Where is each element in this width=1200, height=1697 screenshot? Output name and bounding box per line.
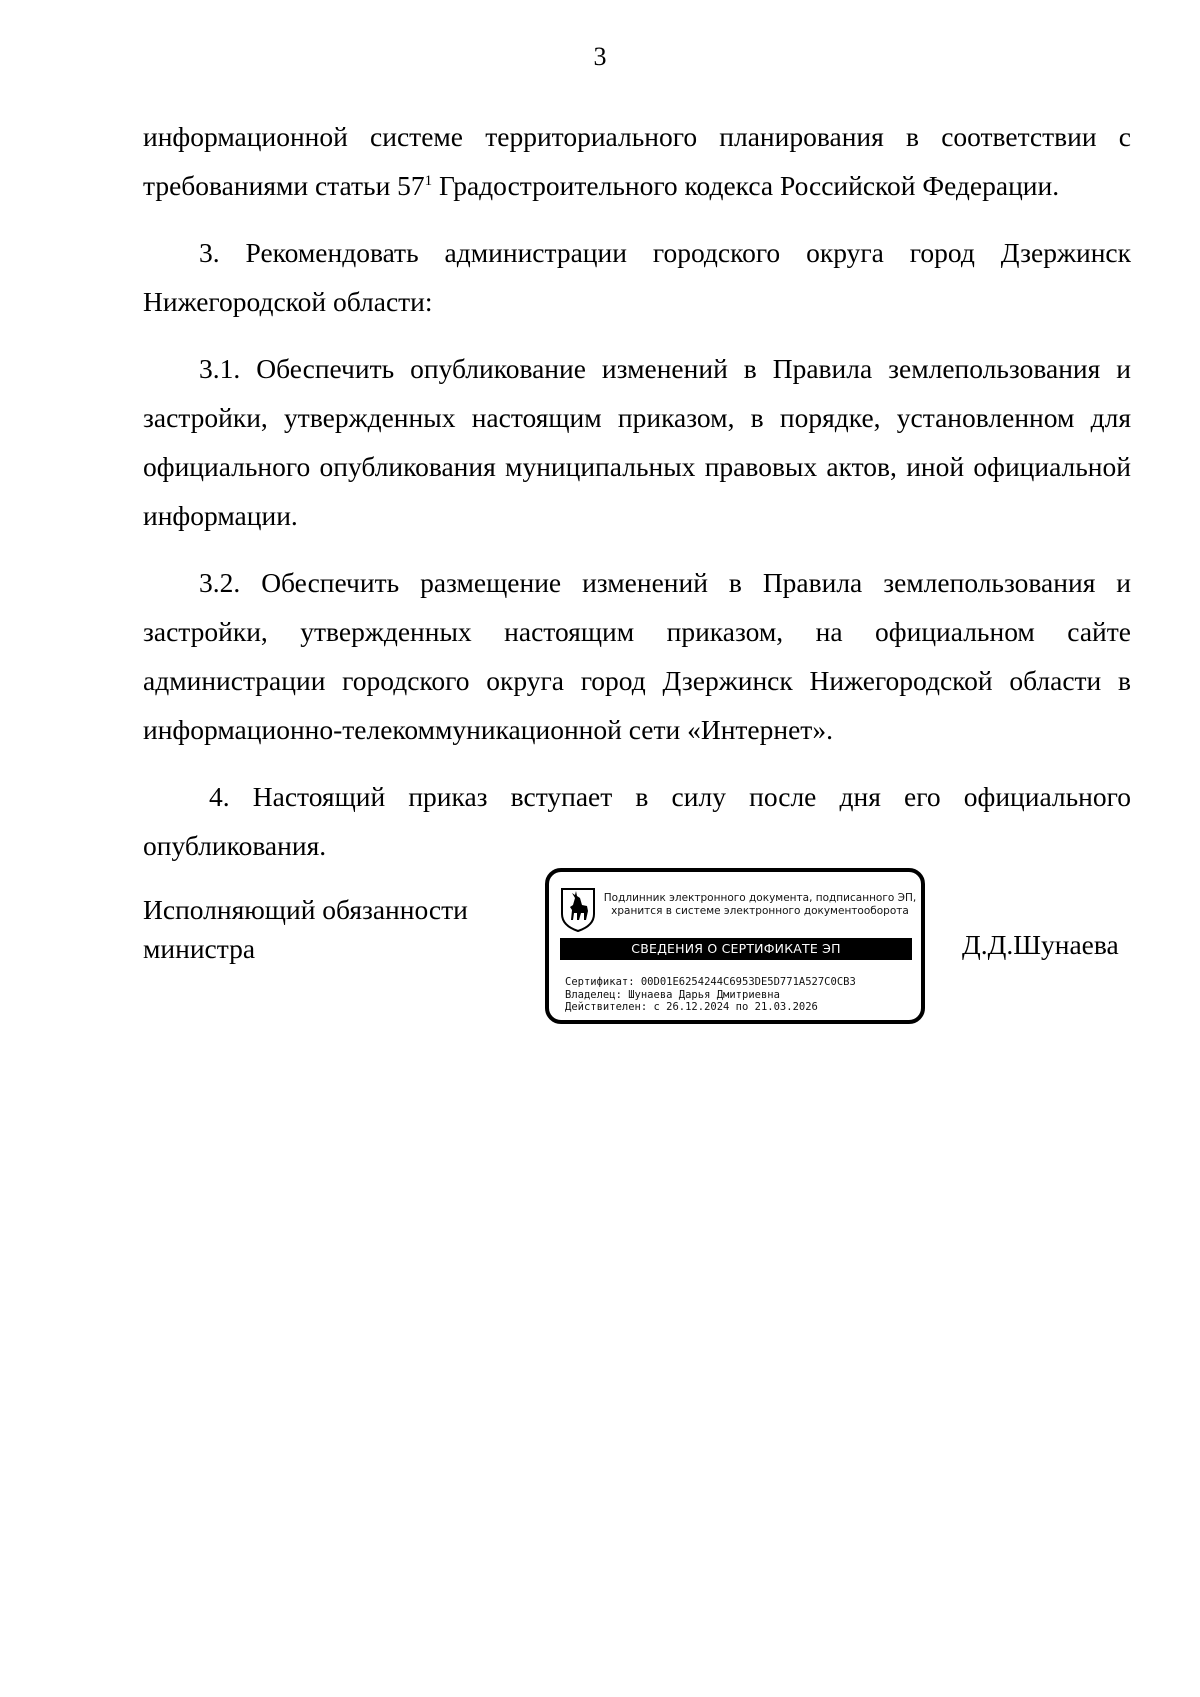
certificate-owner: Владелец: Шунаева Дарья Дмитриевна <box>565 988 780 1001</box>
page-number: 3 <box>593 42 607 71</box>
stamp-note-line: Подлинник электронного документа, подписанного ЭП, <box>603 892 917 904</box>
signer-name: Д.Д.Шунаева <box>962 929 1119 960</box>
paragraph-item-4: 4. Настоящий приказ вступает в силу после дня его официального опубликования. <box>143 781 1131 861</box>
paragraph-text: информационной системе территориального планирования в соответствии с требованиями статьи 57 <box>143 121 1131 201</box>
stamp-note-line: хранится в системе электронного документооборота <box>611 905 909 917</box>
certificate-validity: Действителен: с 26.12.2024 по 21.03.2026 <box>565 1001 818 1013</box>
certificate-info-bar: СВЕДЕНИЯ О СЕРТИФИКАТЕ ЭП <box>560 938 912 960</box>
electronic-signature-stamp <box>545 868 925 1024</box>
superscript: 1 <box>424 172 433 189</box>
document-body <box>143 112 1131 870</box>
signer-title-line: министра <box>143 933 256 964</box>
paragraph-item-3-1: 3.1. Обеспечить опубликование изменений в Правила землепользования и застройки, утвержденных настоящим приказом, в порядке, установленном для официального опубликования муниципальных правовых актов, иной официальной информации. <box>143 353 1131 531</box>
signer-title-line: Исполняющий обязанности <box>143 894 468 925</box>
paragraph-item-3: 3. Рекомендовать администрации городского округа город Дзержинск Нижегородской области: <box>143 237 1131 317</box>
certificate-number: Сертификат: 00D01E6254244C6953DE5D771A527C0CB3 <box>565 976 856 988</box>
deer-coat-of-arms-icon <box>559 886 597 932</box>
paragraph-text: Градостроительного кодекса Российской Федерации. <box>432 170 1060 201</box>
paragraph-continuation <box>143 112 1131 210</box>
signer-title <box>143 890 468 968</box>
paragraph-item-3-2: 3.2. Обеспечить размещение изменений в Правила землепользования и застройки, утвержденных настоящим приказом, на официальном сайте администрации городского округа город Дзержинск Нижегородской области в информационно-телекоммуникационной сети «Интернет». <box>143 567 1131 745</box>
certificate-details <box>565 976 856 1014</box>
stamp-note <box>601 892 919 918</box>
